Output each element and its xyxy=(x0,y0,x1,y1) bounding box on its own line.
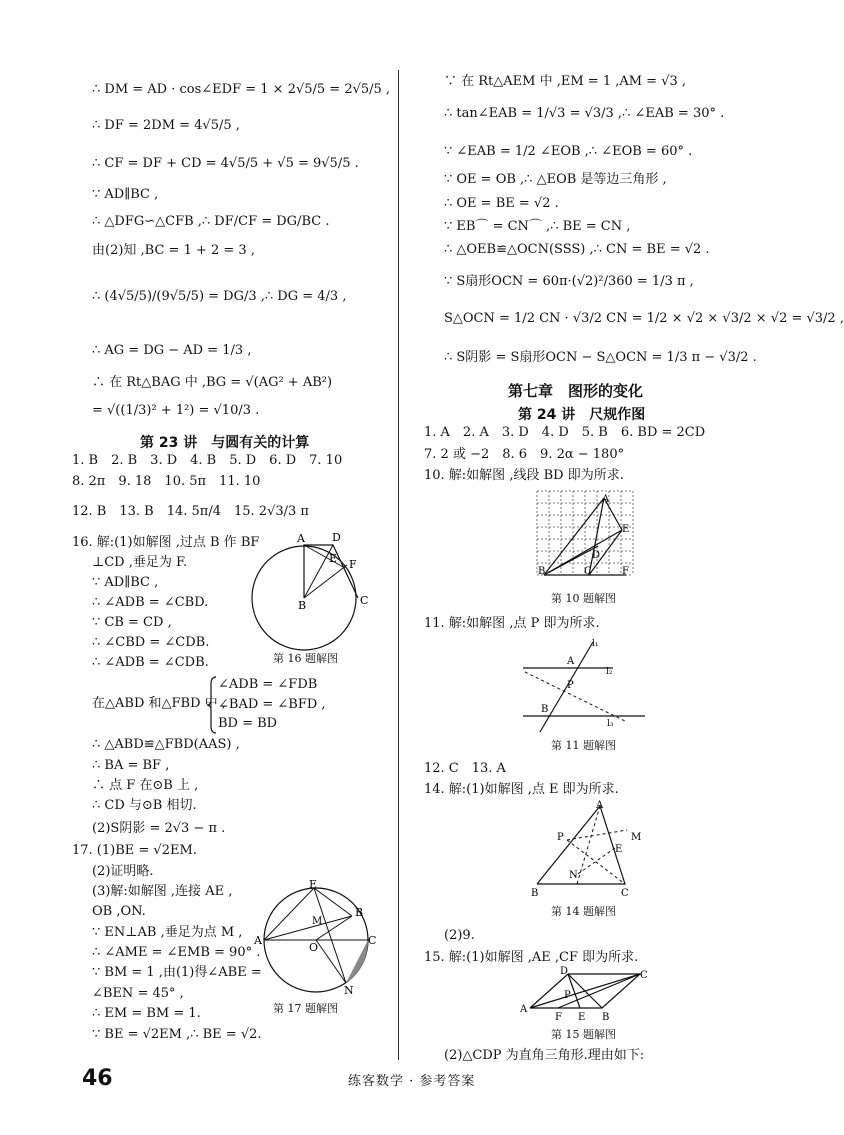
fig10-label: F xyxy=(622,566,629,577)
text-line: 10. 解:如解图 ,线段 BD 即为所求. xyxy=(424,468,624,483)
text-line: ∴ △ABD≌△FBD(AAS) , xyxy=(92,737,240,752)
text-line: ∴ DM = AD · cos∠EDF = 1 × 2√5/5 = 2√5/5 , xyxy=(92,82,391,97)
text-line: 14. 解:(1)如解图 ,点 E 即为所求. xyxy=(424,782,619,797)
text-line: 16. 解:(1)如解图 ,过点 B 作 BF xyxy=(72,535,260,550)
fig15-label: A xyxy=(520,1004,528,1015)
section-title: 第 23 讲 与圆有关的计算 xyxy=(140,435,310,451)
fig15-label: E xyxy=(578,1012,586,1023)
fig15-label: C xyxy=(640,970,648,981)
column-divider xyxy=(398,70,399,1060)
text-line: ∴ (4√5/5)/(9√5/5) = DG/3 ,∴ DG = 4/3 , xyxy=(92,289,347,304)
text-line: (2)△CDP 为直角三角形.理由如下: xyxy=(444,1048,645,1063)
fig11-label: l₁ xyxy=(592,639,599,649)
fig16-label: E xyxy=(329,552,338,565)
text-line: S△OCN = 1/2 CN · √3/2 CN = 1/2 × √2 × √3/2 × √2 = √3/2 , xyxy=(444,311,844,326)
fig16-label: C xyxy=(360,594,369,607)
fig10-label: B xyxy=(538,566,546,577)
text-line: (3)解:如解图 ,连接 AE , xyxy=(92,884,233,899)
fig14-label: P xyxy=(557,832,564,843)
figure-10-diagram xyxy=(534,488,636,584)
text-line: 在△ABD 和△FBD 中 , xyxy=(92,696,226,711)
footer-title: 练客数学 · 参考答案 xyxy=(348,1074,476,1089)
text-line: ∴ △OEB≌△OCN(SSS) ,∴ CN = BE = √2 . xyxy=(444,242,710,257)
fig17-label: B xyxy=(355,906,364,919)
text-line: ∴ CF = DF + CD = 4√5/5 + √5 = 9√5/5 . xyxy=(92,156,359,171)
text-line: ∵ S扇形OCN = 60π·(√2)²/360 = 1/3 π , xyxy=(444,274,694,289)
fig16-label: F xyxy=(349,558,357,571)
figure-14-caption: 第 14 题解图 xyxy=(551,905,616,918)
page-number: 46 xyxy=(82,1066,113,1091)
fig14-label: E xyxy=(615,844,623,855)
fig17-label: M xyxy=(312,916,323,927)
answer-row: 12. C 13. A xyxy=(424,761,506,776)
text-line: (2)9. xyxy=(444,928,475,943)
text-line: 17. (1)BE = √2EM. xyxy=(72,843,197,858)
figure-11-caption: 第 11 题解图 xyxy=(551,739,616,752)
fig15-label: P xyxy=(564,990,571,1001)
figure-15-diagram xyxy=(518,964,648,1022)
text-line: ∵ BM = 1 ,由(1)得∠ABE = xyxy=(92,965,262,980)
text-line: ∴ CD 与⊙B 相切. xyxy=(92,798,197,813)
system-line: ∠ADB = ∠FDB xyxy=(218,677,318,692)
answer-row: 8. 2π 9. 18 10. 5π 11. 10 xyxy=(72,474,261,489)
fig15-label: B xyxy=(602,1012,610,1023)
fig15-label: F xyxy=(555,1012,562,1023)
fig14-label: C xyxy=(621,888,629,899)
chapter-title: 第七章 图形的变化 xyxy=(508,382,644,400)
section-title: 第 24 讲 尺规作图 xyxy=(518,407,646,423)
text-line: ∴ ∠ADB = ∠CBD. xyxy=(92,595,209,610)
fig11-label: A xyxy=(567,656,575,667)
text-line: 15. 解:(1)如解图 ,AE ,CF 即为所求. xyxy=(424,950,639,965)
figure-17-diagram xyxy=(254,880,376,998)
text-line: (2)S阴影 = 2√3 − π . xyxy=(92,821,226,836)
fig10-label: E xyxy=(622,524,630,535)
text-line: ∵ EB⌒ = CN⌒ ,∴ BE = CN , xyxy=(444,219,631,234)
brace-icon xyxy=(206,676,218,734)
text-line: ∴ BA = BF , xyxy=(92,758,170,773)
figure-11-diagram xyxy=(515,636,647,734)
fig11-label: B xyxy=(541,704,549,715)
fig14-label: M xyxy=(631,832,642,843)
text-line: ∠BEN = 45° , xyxy=(92,986,184,1001)
fig11-label: l₃ xyxy=(607,719,614,729)
figure-16-caption: 第 16 题解图 xyxy=(273,652,338,665)
fig10-label: D xyxy=(592,550,601,561)
text-line: 由(2)知 ,BC = 1 + 2 = 3 , xyxy=(92,243,255,258)
text-line: ∴ DF = 2DM = 4√5/5 , xyxy=(92,118,240,133)
fig14-label: N xyxy=(569,870,578,881)
system-line: BD = BD xyxy=(218,716,278,731)
fig14-label: A xyxy=(596,800,604,811)
text-line: ∴ AG = DG − AD = 1/3 , xyxy=(92,343,252,358)
fig14-label: B xyxy=(531,888,539,899)
figure-10-caption: 第 10 题解图 xyxy=(551,592,616,605)
text-line: ∴ OE = BE = √2 . xyxy=(444,196,559,211)
text-line: ∵ AD∥BC , xyxy=(92,575,159,590)
fig10-label: A xyxy=(602,494,610,505)
figure-14-diagram xyxy=(527,800,647,898)
fig16-label: A xyxy=(297,532,305,545)
text-line: ∴ ∠CBD = ∠CDB. xyxy=(92,635,210,650)
figure-17-caption: 第 17 题解图 xyxy=(273,1002,338,1015)
fig10-label: C xyxy=(584,566,592,577)
text-line: (2)证明略. xyxy=(92,864,154,879)
figure-15-caption: 第 15 题解图 xyxy=(551,1028,616,1041)
fig11-label: l₂ xyxy=(606,667,613,677)
system-line: ∠BAD = ∠BFD , xyxy=(218,697,326,712)
fig17-label: E xyxy=(309,878,318,891)
text-line: ∵ ∠EAB = 1/2 ∠EOB ,∴ ∠EOB = 60° . xyxy=(444,144,693,159)
text-line: 11. 解:如解图 ,点 P 即为所求. xyxy=(424,616,600,631)
text-line: ∴ 点 F 在⊙B 上 , xyxy=(92,778,199,793)
fig11-label: P xyxy=(567,680,574,691)
fig17-label: A xyxy=(254,934,262,947)
text-line: ∵ OE = OB ,∴ △EOB 是等边三角形 , xyxy=(444,172,667,187)
fig17-label: N xyxy=(344,984,354,997)
text-line: ∴ ∠ADB = ∠CDB. xyxy=(92,655,209,670)
fig16-label: D xyxy=(332,531,341,544)
text-line: ∵ CB = CD , xyxy=(92,615,172,630)
text-line: ∴ EM = BM = 1. xyxy=(92,1006,201,1021)
text-line: ⊥CD ,垂足为 F. xyxy=(92,555,188,570)
text-line: ∵ 在 Rt△AEM 中 ,EM = 1 ,AM = √3 , xyxy=(444,74,687,89)
text-line: ∴ ∠AME = ∠EMB = 90° . xyxy=(92,945,261,960)
text-line: ∵ EN⊥AB ,垂足为点 M , xyxy=(92,925,243,940)
fig17-label: C xyxy=(368,934,377,947)
text-line: ∵ AD∥BC , xyxy=(92,187,159,202)
text-line: = √((1/3)² + 1²) = √10/3 . xyxy=(92,403,260,418)
answer-row: 1. B 2. B 3. D 4. B 5. D 6. D 7. 10 xyxy=(72,453,343,468)
text-line: ∴ S阴影 = S扇形OCN − S△OCN = 1/3 π − √3/2 . xyxy=(444,350,757,365)
answer-row: 7. 2 或 −2 8. 6 9. 2α − 180° xyxy=(424,447,625,462)
text-line: ∵ BE = √2EM ,∴ BE = √2. xyxy=(92,1027,262,1042)
text-line: ∴ △DFG∽△CFB ,∴ DF/CF = DG/BC . xyxy=(92,214,330,229)
fig16-label: B xyxy=(298,599,307,612)
fig17-label: O xyxy=(309,941,319,954)
text-line: ∴ 在 Rt△BAG 中 ,BG = √(AG² + AB²) xyxy=(92,375,333,390)
figure-16-diagram xyxy=(252,528,382,648)
text-line: ∴ tan∠EAB = 1/√3 = √3/3 ,∴ ∠EAB = 30° . xyxy=(444,106,725,121)
text-line: OB ,ON. xyxy=(92,904,146,919)
answer-row: 1. A 2. A 3. D 4. D 5. B 6. BD = 2CD xyxy=(424,425,706,440)
answer-row: 12. B 13. B 14. 5π/4 15. 2√3/3 π xyxy=(72,504,309,519)
fig15-label: D xyxy=(560,966,569,977)
